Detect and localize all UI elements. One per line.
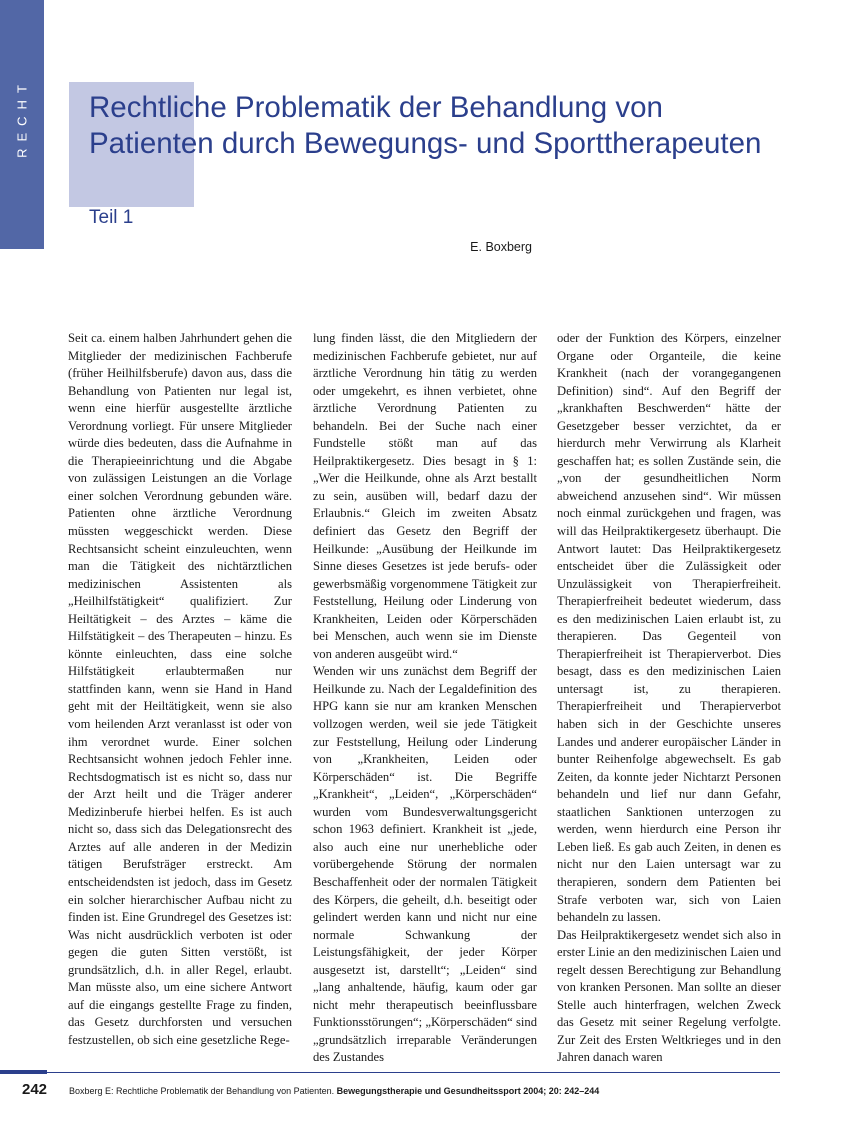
text-column-1: [68, 330, 292, 1050]
paragraph: Das Heilpraktikergesetz wendet sich also in erster Linie an den medizinischen Laien und regelt dessen Berechtigung zur Behandlung von kranken Personen. Man sollte an dieser Stelle auch hinterfragen, welchen Zweck das Gesetz mit seiner Regelung verfolgte. Zur Zeit des Ersten Weltkrieges und in den Jahren danach waren: [557, 927, 781, 1065]
text-column-3: [557, 330, 781, 1065]
article-subtitle: Teil 1: [89, 207, 134, 228]
paragraph: oder der Funktion des Körpers, einzelner Organe oder Organteile, die keine Krankheit (nach der vorangegangenen Definition) sind“. Auf den Begriff der „krankhaften Beschwerden“ hätte der Gesetzgeber besser verzichtet, da er hierdurch mehr Verwirrung als Klarheit geschaffen hat; es sollen Zustände sein, die „von der gesundheitlichen Norm abweichend anzusehen sind“. Wir müssen noch einmal zurückgehen und fragen, was will das Heilpraktikergesetz überhaupt. Die Antwort lautet: Das Heilpraktikergesetz entscheidet über die Zulässigkeit oder Unzulässigkeit von Therapierfreiheit. Therapierfreiheit bedeutet wiederum, dass es den medizinischen Laien erlaubt ist, zu therapieren. Das Gegenteil von Therapierfreiheit ist Therapierverbot. Dies besagt, dass es den medizinischen Laien untersagt ist, zu therapieren. Therapierfreiheit und Therapierverbot haben sich in der Geschichte unseres Landes und anderer europäischer Länder in bunter Reihenfolge abgewechselt. Es gab Zeiten, da konnte jeder Nichtarzt Personen behandeln und lief nur dann Gefahr, staatlichen Sanktionen unterzogen zu werden, wenn hierdurch eine Person ihr Leben ließ. Es gab auch Zeiten, in denen es nicht nur den Laien untersagt war zu therapieren, sondern dem Patienten bei Strafe verboten war, sich von Laien behandeln zu lassen.: [557, 331, 781, 925]
paragraph: Seit ca. einem halben Jahrhundert gehen die Mitglieder der medizinischen Fachberufe (früher Heilhilfsberufe) davon aus, dass die Behandlung von Patienten nur legal ist, wenn eine hierfür ausgestellte ärztliche Verordnung vorliegt. Für unsere Mitglieder würde dies bedeuten, dass die Aufnahme in die Therapieeinrichtung und die Abgabe von zulässigen Leistungen an die Vorlage einer solchen Verordnung gebunden wäre. Patienten ohne ärztliche Verordnung müssten weggeschickt werden. Diese Rechtsansicht scheint einzuleuchten, wenn man die Tätigkeit des nichtärztlichen medizinischen Assistenten als „Heilhilfstätigkeit“ qualifiziert. Zur Heiltätigkeit – des Arztes – käme die Hilfstätigkeit – des Therapeuten – hinzu. Es könnte einleuchten, dass eine solche Hilfstätigkeit erlaubtermaßen nur stattfinden kann, wenn sie Hand in Hand geht mit der Heiltätigkeit, wenn sie also vom heilenden Arzt veranlasst ist oder von ihm verordnet wurde. Einer solchen Rechtsansicht wohnen jedoch Fehler inne. Rechtsdogmatisch ist es nicht so, dass nur der Arzt heilt und die Träger anderer Medizinberufe hierbei helfen. Es ist auch nicht so, dass sich das Delegationsrecht des Arztes auf alle anderen in der Medizin tätigen Berufsträger erstreckt. Am entscheidendsten ist jedoch, dass im Gesetz ein solcher hierarchischer Aufbau nicht zu finden ist. Eine Grundregel des Gesetzes ist: Was nicht ausdrücklich verboten ist oder gegen die guten Sitten verstößt, ist grundsätzlich, d.h. in aller Regel, erlaubt. Man müsste also, um eine sichere Antwort auf die eingangs gestellte Frage zu finden, das Gesetz durchforsten und versuchen festzustellen, ob sich eine gesetzliche Rege-: [68, 331, 292, 1047]
article-title: Rechtliche Problematik der Behandlung von Patienten durch Bewegungs- und Sporttherapeuten: [89, 91, 762, 160]
article-author: E. Boxberg: [470, 240, 532, 254]
footer-citation: [69, 1086, 599, 1096]
citation-text: Boxberg E: Rechtliche Problematik der Behandlung von Patienten.: [69, 1086, 337, 1096]
page-number: 242: [22, 1081, 48, 1098]
section-tab: [0, 0, 44, 249]
footer-accent-bar: [0, 1070, 47, 1074]
text-column-2: [313, 330, 537, 1065]
section-label: RECHT: [14, 78, 30, 158]
paragraph: lung finden lässt, die den Mitgliedern der medizinischen Fachberufe gebietet, nur auf ärztliche Verordnung hin tätig zu werden oder umgekehrt, es ihnen verbietet, ohne ärztliche Verordnung Patienten zu behandeln. Bei der Suche nach einer Fundstelle stößt man auf das Heilpraktikergesetz. Dies besagt in § 1: „Wer die Heilkunde, ohne als Arzt bestallt zu sein, ausüben will, bedarf dazu der Erlaubnis.“ Gleich im zweiten Absatz definiert das Gesetz den Begriff der Heilkunde: „Ausübung der Heilkunde im Sinne dieses Gesetzes ist jede berufs- oder gewerbsmäßig vorgenommene Tätigkeit zur Feststellung, Heilung oder Linderung von Krankheiten, Leiden oder Körperschäden bei Menschen, auch wenn sie im Dienste von anderen ausgeübt wird.“: [313, 331, 537, 661]
paragraph: Wenden wir uns zunächst dem Begriff der Heilkunde zu. Nach der Legaldefinition des HPG kann sie nur am kranken Menschen vollzogen werden, weil sie jede Tätigkeit zur Feststellung, Heilung oder Linderung von „Krankheiten, Leiden oder Körperschäden“ ist. Die Begriffe „Krankheit“, „Leiden“, „Körperschäden“ wurden vom Bundesverwaltungsgericht schon 1963 definiert. Krankheit ist „jede, also auch eine nur unerhebliche oder vorübergehende Störung der normalen Beschaffenheit oder der normalen Tätigkeit des Körpers, die geheilt, d.h. beseitigt oder gelindert werden kann und nicht nur eine normale Schwankung der Leistungsfähigkeit, der jeder Körper ausgesetzt ist, darstellt“; „Leiden“ sind „lang anhaltende, häufig, kaum oder gar nicht mehr therapeutisch beeinflussbare Funktionsstörungen“; „Körperschäden“ sind „grundsätzlich irreparable Veränderungen des Zustandes: [313, 664, 537, 1065]
footer-rule: [47, 1072, 780, 1073]
citation-journal: Bewegungstherapie und Gesundheitssport 2004; 20: 242–244: [336, 1086, 600, 1096]
